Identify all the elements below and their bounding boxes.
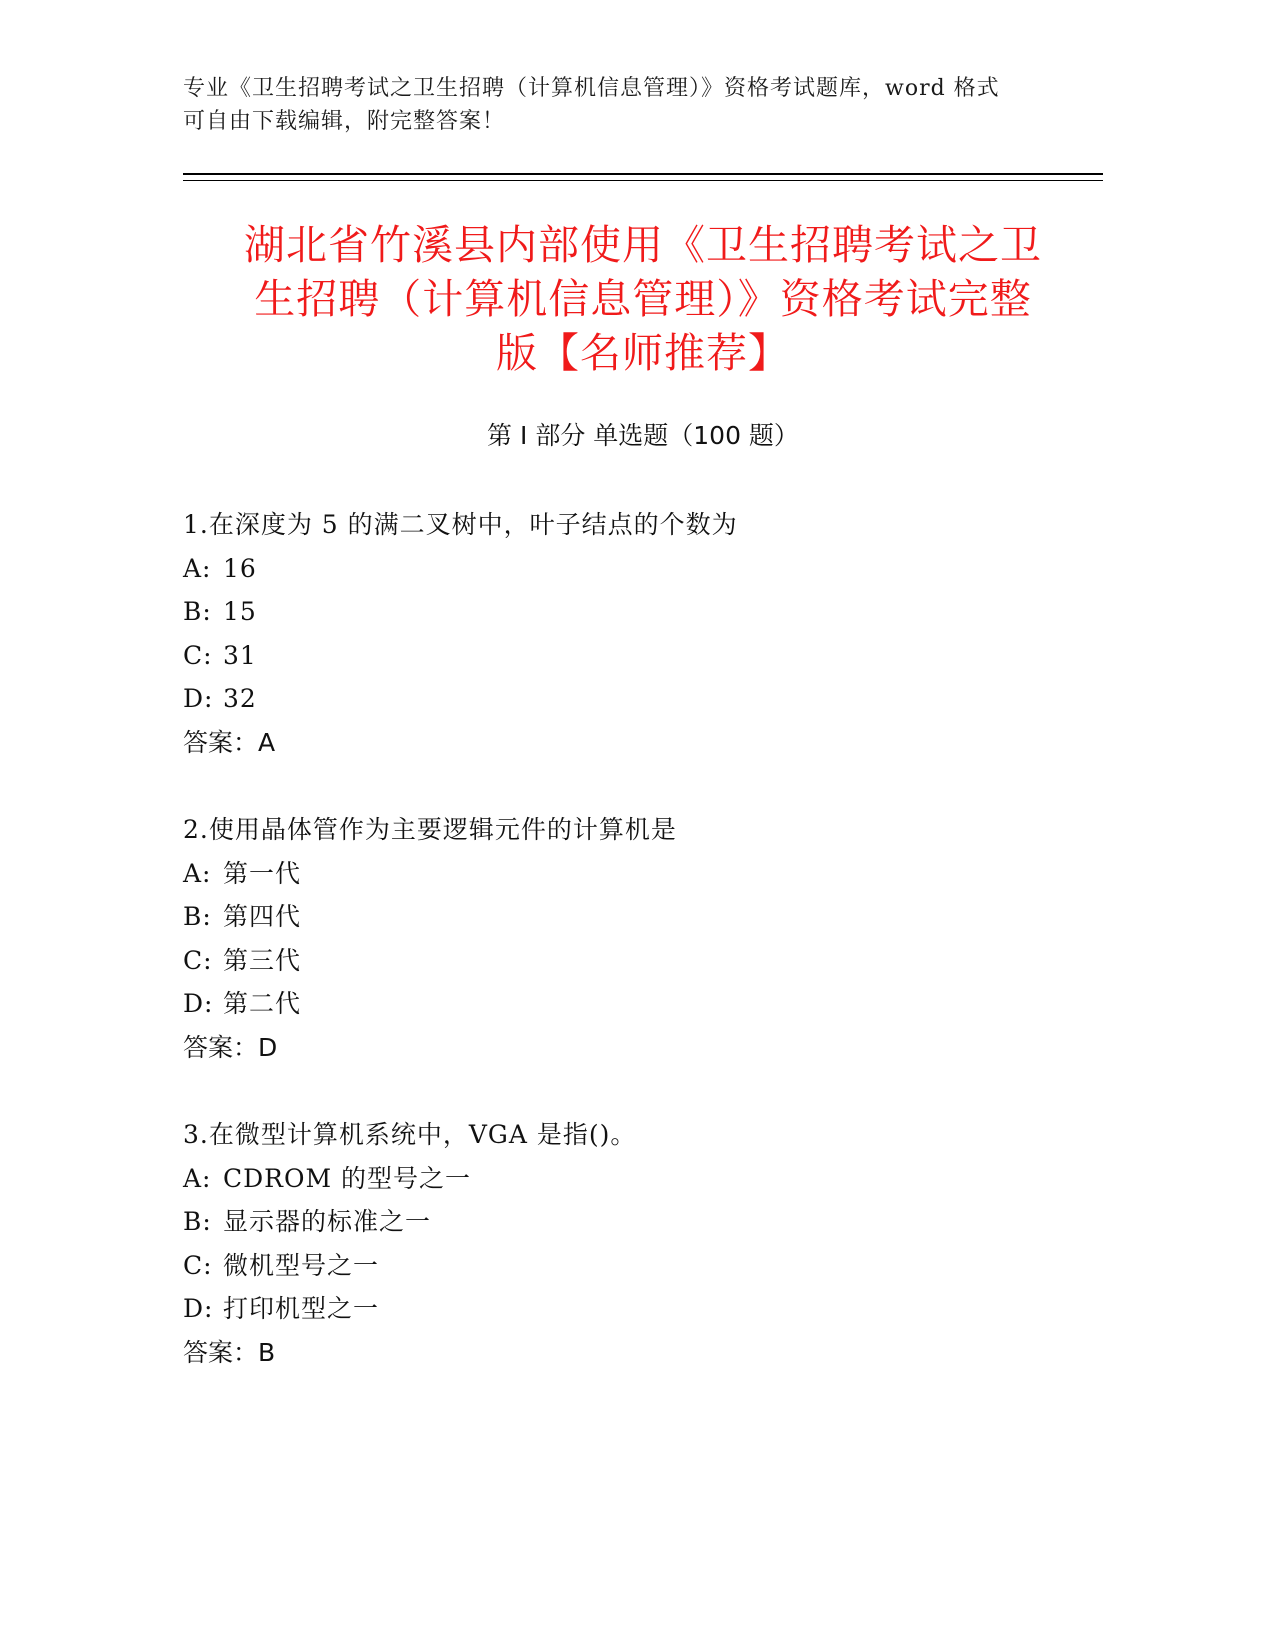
header-divider-thick [183, 173, 1103, 175]
option-label: B: [183, 1207, 212, 1236]
option-a [183, 852, 1083, 896]
option-a [183, 1157, 1083, 1201]
option-label: C: [183, 945, 213, 975]
option-text: 15 [223, 597, 257, 626]
option-label: D: [183, 989, 214, 1018]
option-text: 32 [223, 684, 257, 713]
document-title-line-1: 湖北省竹溪县内部使用《卫生招聘考试之卫 [244, 221, 1042, 269]
option-label: C: [183, 1250, 213, 1280]
option-c [183, 634, 1083, 678]
option-label: A: [183, 858, 212, 888]
option-d [183, 677, 1083, 721]
document-title-line-2: 生招聘（计算机信息管理）》资格考试完整 [254, 275, 1032, 323]
answer-line: 答案：A [183, 727, 276, 757]
question-1 [183, 503, 1083, 764]
header-note [183, 72, 1063, 138]
option-label: D: [183, 1294, 214, 1323]
option-d [183, 982, 1083, 1026]
option-text: 第四代 [223, 902, 302, 931]
answer-line: 答案：D [183, 1032, 278, 1062]
option-label: D: [183, 684, 214, 713]
option-d [183, 1287, 1083, 1331]
option-c [183, 939, 1083, 983]
document-title [183, 218, 1103, 380]
option-c [183, 1244, 1083, 1288]
option-b [183, 895, 1083, 939]
option-text: 第一代 [223, 858, 302, 888]
option-b [183, 1200, 1083, 1244]
question-text: 1.在深度为 5 的满二叉树中，叶子结点的个数为 [183, 510, 738, 539]
option-a [183, 547, 1083, 591]
document-title-line-3: 版【名师推荐】 [496, 329, 790, 377]
header-note-line-2: 可自由下载编辑，附完整答案！ [183, 109, 506, 134]
section-heading: 第 I 部分 单选题（100 题） [487, 421, 799, 450]
option-label: C: [183, 640, 213, 670]
option-text: 打印机型之一 [223, 1294, 380, 1323]
header-note-line-1: 专业《卫生招聘考试之卫生招聘（计算机信息管理）》资格考试题库，word 格式 [183, 76, 1000, 101]
option-text: CDROM 的型号之一 [223, 1163, 472, 1193]
option-label: A: [183, 1163, 212, 1193]
question-text: 3.在微型计算机系统中，VGA 是指()。 [183, 1120, 637, 1149]
option-text: 显示器的标准之一 [223, 1207, 432, 1236]
option-text: 31 [223, 640, 257, 670]
option-text: 第三代 [223, 945, 302, 975]
answer-line: 答案：B [183, 1337, 276, 1367]
option-b [183, 590, 1083, 634]
option-text: 第二代 [223, 989, 302, 1018]
question-text: 2.使用晶体管作为主要逻辑元件的计算机是 [183, 815, 677, 844]
header-divider-thin [183, 180, 1103, 181]
question-3 [183, 1113, 1083, 1374]
option-label: B: [183, 902, 212, 931]
option-label: A: [183, 553, 212, 583]
option-label: B: [183, 597, 212, 626]
option-text: 16 [223, 553, 257, 583]
option-text: 微机型号之一 [223, 1250, 380, 1280]
question-2 [183, 808, 1083, 1069]
